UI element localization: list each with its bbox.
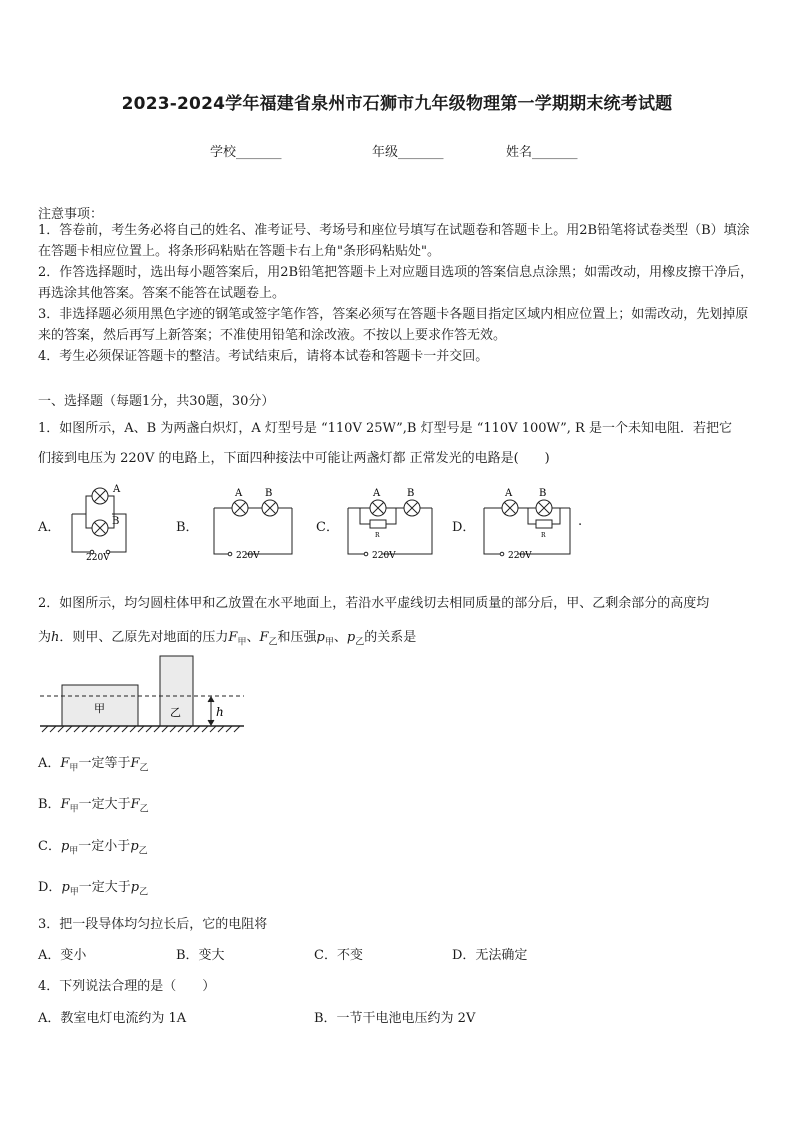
lamp-b-label: B [112, 516, 120, 527]
lamp-b-label: B [407, 488, 415, 499]
q1-circuit-d [478, 484, 576, 560]
lamp-b-label: B [539, 488, 547, 499]
q2-stem-line2: 为h．则甲、乙原先对地面的压力$F_甲$、$F_乙$和压强$p_甲$、$p_乙$的关系是 [38, 630, 417, 648]
voltage-label: 220V [508, 551, 532, 560]
q1-circuit-b [206, 484, 298, 560]
voltage-label: 220V [372, 551, 396, 560]
resistor-icon [370, 520, 386, 528]
section-heading: 一、选择题（每题1分，共30题，30分） [38, 394, 275, 409]
lamp-a-label: A [373, 488, 381, 499]
lamp-b-icon [536, 500, 552, 516]
resistor-label: R [375, 532, 380, 539]
q4-option-a: A．教室电灯电流约为 1A [38, 1011, 187, 1026]
school-field: 学校_______ [210, 145, 282, 160]
grade-field: 年级_______ [372, 145, 444, 160]
voltage-label: 220V [86, 553, 110, 560]
lamp-a-icon [502, 500, 518, 516]
q4-stem: 4．下列说法合理的是（ ） [38, 979, 216, 994]
lamp-b-icon [86, 514, 114, 536]
q2-option-a: A．$F_甲$一定等于$F_乙$ [38, 756, 149, 774]
notice-item-2: 2．作答选择题时，选出每小题答案后，用2B铅笔把答题卡上对应题目选项的答案信息点涂黑；如需改动，用橡皮擦干净后，再选涂其他答案。答案不能答在试题卷上。 [38, 265, 754, 301]
resistor-label: R [541, 532, 546, 539]
lamp-a-label: A [113, 484, 121, 495]
q1-option-b-label: B． [176, 520, 199, 535]
q3-stem: 3．把一段导体均匀拉长后，它的电阻将 [38, 917, 268, 932]
lamp-a-icon [370, 500, 386, 516]
notice-heading: 注意事项： [38, 207, 104, 222]
q1-circuit-c [342, 484, 438, 560]
resistor-icon [536, 520, 552, 528]
page-title: 2023-2024学年福建省泉州市石狮市九年级物理第一学期期末统考试题 [121, 94, 673, 114]
yi-label: 乙 [170, 706, 181, 719]
q1-option-c-label: C． [316, 520, 339, 535]
q3-option-d: D．无法确定 [452, 948, 528, 963]
q1-stem-line1: 1．如图所示，A、B 为两盏白炽灯，A 灯型号是 “110V 25W”,B 灯型号是 “110V 100W”, R 是一个未知电阻．若把它 [38, 421, 732, 436]
q2-option-c: C．$p_甲$一定小于$p_乙$ [38, 839, 148, 857]
q2-option-d: D．$p_甲$一定大于$p_乙$ [38, 880, 149, 898]
q1-circuit-a [64, 480, 134, 560]
lamp-b-icon [404, 500, 420, 516]
voltage-label: 220V [236, 551, 260, 560]
q3-option-b: B．变大 [176, 948, 225, 963]
notice-item-1: 1．答卷前，考生务必将自己的姓名、准考证号、考场号和座位号填写在试题卷和答题卡上。用2B铅笔将试卷类型（B）填涂在答题卡相应位置上。将条形码粘贴在答题卡右上角"条形码粘贴处"。 [38, 223, 750, 259]
lamp-b-label: B [265, 488, 273, 499]
q1-option-d-label: D． [452, 520, 476, 535]
q1-stem-line2: 们接到电压为 220V 的电路上，下面四种接法中可能让两盏灯都 正常发光的电路是( ) [38, 451, 550, 466]
name-field: 姓名_______ [506, 145, 578, 160]
height-arrow-icon [208, 697, 214, 725]
q3-option-c: C．不变 [314, 948, 363, 963]
q2-cylinders-figure [36, 650, 250, 736]
lamp-a-label: A [235, 488, 243, 499]
h-label: h [216, 705, 224, 719]
q1-option-a-label: A． [38, 520, 61, 535]
q4-option-b: B．一节干电池电压约为 2V [314, 1011, 476, 1026]
ground-hatch [42, 726, 240, 732]
q1-end-dot: . [578, 514, 583, 529]
notice-item-4: 4．考生必须保证答题卡的整洁。考试结束后，请将本试卷和答题卡一并交回。 [38, 349, 489, 364]
lamp-a-icon [232, 500, 248, 516]
q3-option-a: A．变小 [38, 948, 87, 963]
jia-label: 甲 [94, 702, 105, 715]
lamp-b-icon [262, 500, 278, 516]
notice-item-3: 3．非选择题必须用黑色字迹的钢笔或签字笔作答，答案必须写在答题卡各题目指定区域内相应位置上；如需改动，先划掉原来的答案，然后再写上新答案；不准使用铅笔和涂改液。不按以上要求作答无效。 [38, 307, 749, 343]
lamp-a-icon [86, 488, 114, 514]
q2-stem-line1: 2．如图所示，均匀圆柱体甲和乙放置在水平地面上，若沿水平虚线切去相同质量的部分后，甲、乙剩余部分的高度均 [38, 596, 710, 611]
lamp-a-label: A [505, 488, 513, 499]
q2-option-b: B．$F_甲$一定大于$F_乙$ [38, 797, 149, 815]
